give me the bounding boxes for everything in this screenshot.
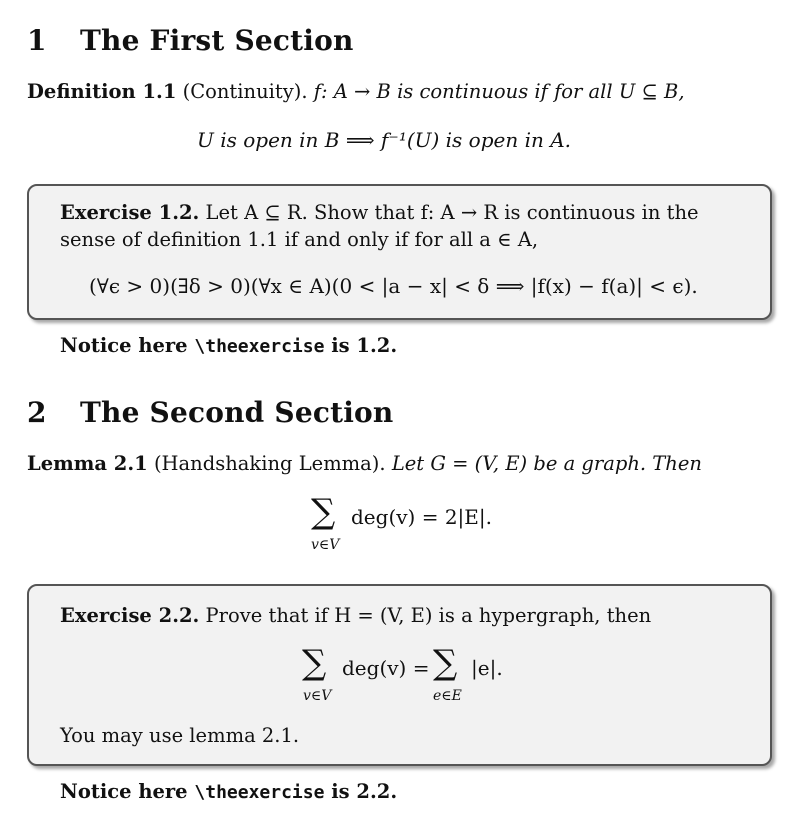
exercise-2-2-label: Exercise 2.2. bbox=[60, 604, 200, 627]
exercise-1-2-line-1 bbox=[60, 201, 699, 224]
section-1-title: The First Section bbox=[80, 24, 354, 57]
definition-display-math: U is open in B ⟹ f⁻¹(U) is open in A. bbox=[197, 128, 572, 152]
notice-1 bbox=[60, 334, 397, 357]
exercise-2-2-left-sum-subscript: v∈V bbox=[303, 688, 332, 704]
exercise-1-2-box bbox=[27, 184, 772, 320]
lemma-2-1 bbox=[27, 452, 702, 475]
section-1-number: 1 bbox=[27, 24, 47, 57]
exercise-2-2-line-1 bbox=[60, 604, 651, 627]
definition-name: (Continuity). bbox=[182, 80, 308, 103]
lemma-statement: Let G = (V, E) be a graph. Then bbox=[391, 452, 702, 475]
definition-statement: f: A → B is continuous if for all U ⊆ B, bbox=[313, 80, 685, 103]
notice-2 bbox=[60, 780, 397, 803]
lemma-label: Lemma 2.1 bbox=[27, 452, 148, 475]
exercise-1-2-line-2: sense of definition 1.1 if and only if for all a ∈ A, bbox=[60, 228, 539, 251]
exercise-2-2-display-left: deg(v) = bbox=[342, 656, 430, 680]
exercise-2-2-text-1: Prove that if H = (V, E) is a hypergraph, then bbox=[205, 604, 652, 627]
exercise-2-2-right-sum-subscript: e∈E bbox=[433, 688, 462, 704]
lemma-display-body: deg(v) = 2|E|. bbox=[351, 505, 492, 529]
lemma-name: (Handshaking Lemma). bbox=[153, 452, 386, 475]
exercise-1-2-display-math: (∀ϵ > 0)(∃δ > 0)(∀x ∈ A)(0 < |a − x| < δ ⟹ |f(x) − f(a)| < ϵ). bbox=[89, 274, 698, 298]
exercise-2-2-left-sum-symbol: ∑ bbox=[302, 643, 327, 683]
notice-1-prefix: Notice here bbox=[60, 334, 188, 357]
lemma-sum-subscript: v∈V bbox=[311, 537, 340, 553]
section-2-number: 2 bbox=[27, 396, 47, 429]
exercise-2-2-box bbox=[27, 584, 772, 766]
exercise-2-2-right-sum-symbol: ∑ bbox=[433, 643, 458, 683]
notice-2-command: \theexercise bbox=[194, 782, 325, 803]
exercise-1-2-label: Exercise 1.2. bbox=[60, 201, 200, 224]
notice-2-prefix: Notice here bbox=[60, 780, 188, 803]
definition-label: Definition 1.1 bbox=[27, 80, 177, 103]
lemma-sum-symbol: ∑ bbox=[311, 492, 336, 532]
notice-1-command: \theexercise bbox=[194, 336, 325, 357]
section-2-title: The Second Section bbox=[80, 396, 394, 429]
exercise-1-2-text-1: Let A ⊆ R. Show that f: A → R is continuous in the bbox=[205, 201, 699, 224]
exercise-2-2-line-2: You may use lemma 2.1. bbox=[60, 724, 300, 747]
definition-1-1 bbox=[27, 80, 685, 103]
notice-1-suffix: is 1.2. bbox=[331, 334, 398, 357]
notice-2-suffix: is 2.2. bbox=[331, 780, 398, 803]
exercise-2-2-display-right: |e|. bbox=[471, 656, 503, 680]
